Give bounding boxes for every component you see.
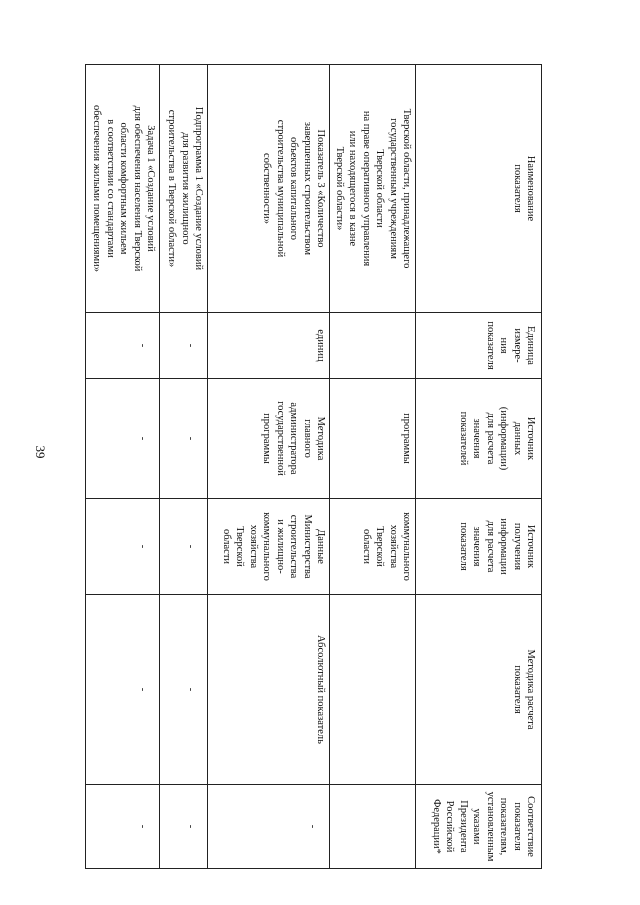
cell-method: Абсолютный показатель bbox=[208, 595, 330, 785]
cell-unit bbox=[330, 313, 416, 379]
header-method: Методика расчета показателя bbox=[416, 595, 542, 785]
cell-data-source: - bbox=[160, 379, 208, 499]
cell-info-source: - bbox=[86, 499, 160, 595]
cell-method bbox=[330, 595, 416, 785]
cell-compliance: - bbox=[208, 785, 330, 869]
cell-unit: - bbox=[160, 313, 208, 379]
cell-compliance: - bbox=[86, 785, 160, 869]
table-header-row bbox=[416, 65, 542, 869]
page-number: 39 bbox=[33, 445, 48, 459]
cell-unit: - bbox=[86, 313, 160, 379]
cell-method: - bbox=[86, 595, 160, 785]
cell-unit: единиц bbox=[208, 313, 330, 379]
table-row bbox=[160, 65, 208, 869]
header-data-source: Источник данных (информации) для расчета значения показателей bbox=[416, 379, 542, 499]
header-info-source: Источник получения информации для расчета значения показателя bbox=[416, 499, 542, 595]
cell-data-source: программы bbox=[330, 379, 416, 499]
cell-method: - bbox=[160, 595, 208, 785]
cell-data-source: - bbox=[86, 379, 160, 499]
header-compliance: Соответствие показателя показателям, установленным указами Президента Российской Федерации* bbox=[416, 785, 542, 869]
table-row bbox=[330, 65, 416, 869]
cell-compliance bbox=[330, 785, 416, 869]
header-unit: Единица измере- ния показателя bbox=[416, 313, 542, 379]
indicator-table bbox=[85, 64, 542, 869]
cell-info-source: коммунального хозяйства Тверской области bbox=[330, 499, 416, 595]
table-row bbox=[86, 65, 160, 869]
cell-compliance: - bbox=[160, 785, 208, 869]
cell-data-source: Методика главного администратора государственной программы bbox=[208, 379, 330, 499]
cell-info-source: - bbox=[160, 499, 208, 595]
table-row bbox=[208, 65, 330, 869]
header-indicator-name: Наименование показателя bbox=[416, 65, 542, 313]
cell-indicator-name: Показатель 3 «Количество завершенных строительством объектов капитального строительства муниципальной собственности» bbox=[208, 65, 330, 313]
cell-indicator-name: Подпрограмма 1 «Создание условий для развития жилищного строительства в Тверской области» bbox=[160, 65, 208, 313]
indicator-table-container bbox=[86, 64, 542, 868]
cell-indicator-name: Задача 1 «Создание условий для обеспечения населения Тверской области комфортным жильем в соответствии со стандартами обеспечения жилыми помещениями» bbox=[86, 65, 160, 313]
cell-info-source: Данные Министерства строительства и жилищно- коммунального хозяйства Тверской области bbox=[208, 499, 330, 595]
cell-indicator-name: Тверской области, принадлежащего государственным учреждениям Тверской области на праве оперативного управления или находящегося в казне Тверской области» bbox=[330, 65, 416, 313]
